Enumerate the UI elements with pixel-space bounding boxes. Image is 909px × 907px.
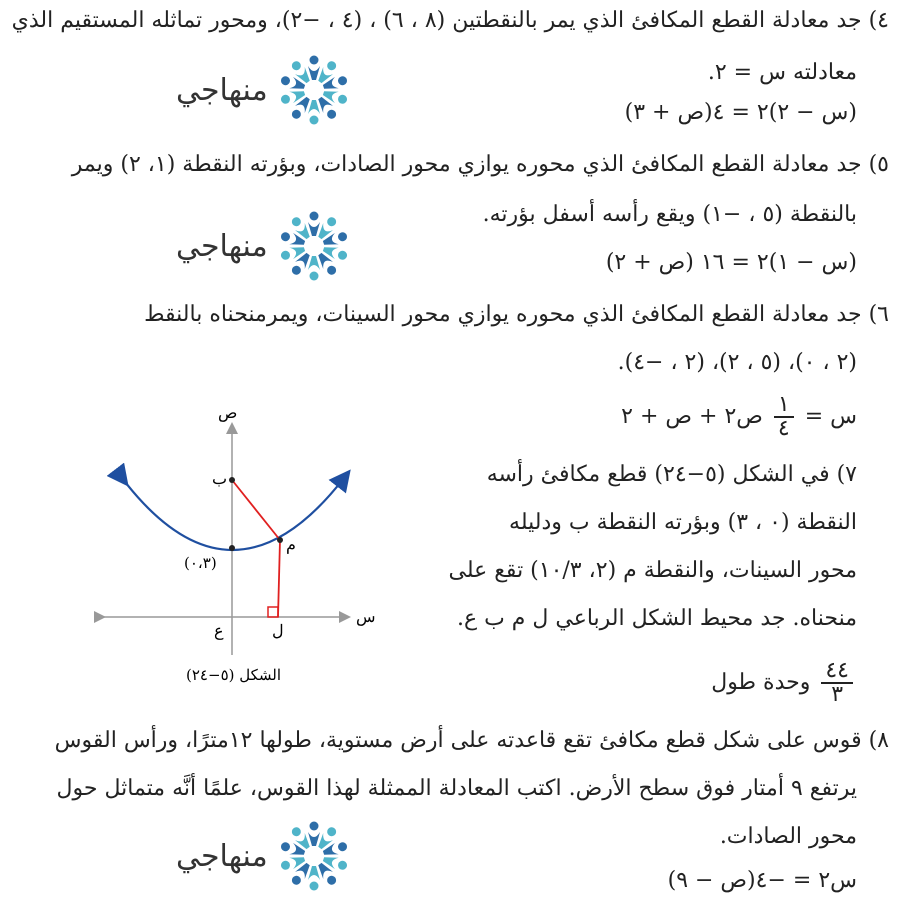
logo-figure-body xyxy=(308,866,320,880)
problem-8-answer: س٢ = −٤(ص − ٩) xyxy=(667,868,857,893)
logo-figure-head xyxy=(290,108,303,121)
problem-4-line-2: معادلته س = ٢. xyxy=(707,60,857,85)
y-axis-label: ص xyxy=(218,403,238,422)
fraction-numerator: ١ xyxy=(774,394,794,418)
problem-7-line-4: منحناه. جد محيط الشكل الرباعي ل م ب ع. xyxy=(456,606,857,631)
figure-caption: الشكل (٥−٢٤) xyxy=(186,666,282,684)
logo-figure-head xyxy=(279,250,290,261)
problem-5-line-2: بالنقطة (٥ ، −١) ويقع رأسه أسفل بؤرته. xyxy=(482,202,857,227)
logo-figure-head xyxy=(279,841,290,852)
logo-figure-head xyxy=(309,822,318,831)
problem-6-answer-suffix: ص٢ + ص + ٢ xyxy=(621,404,763,429)
problem-8-line-1: ٨) قوس على شكل قطع مكافئ تقع قاعدته على أرض مستوية، طولها ١٢مترًا، ورأس القوس xyxy=(54,728,889,753)
parabola-curve xyxy=(122,478,344,550)
logo-figure-body xyxy=(308,66,320,80)
logo-figure-head xyxy=(337,75,348,86)
problem-5-answer: (س − ١)٢ = ١٦ (ص + ٢) xyxy=(605,250,857,275)
logo-figure-head xyxy=(309,56,318,65)
manhaji-logo-icon xyxy=(276,208,352,284)
manhaji-logo-icon xyxy=(276,52,352,128)
logo-figure-body xyxy=(308,222,320,236)
logo-figure-head xyxy=(325,874,338,887)
logo-figure-head xyxy=(290,825,303,838)
focus-point xyxy=(229,477,235,483)
logo-figure-head xyxy=(337,94,348,105)
logo-figure-head xyxy=(309,116,318,125)
fraction-numerator: ٤٤ xyxy=(821,660,853,684)
logo-figure-head xyxy=(325,108,338,121)
problem-8-line-3: محور الصادات. xyxy=(719,824,857,849)
problem-7-answer xyxy=(711,660,857,706)
vertex-point xyxy=(229,545,235,551)
origin-label: ع xyxy=(214,621,224,640)
problem-7-answer-fraction xyxy=(821,660,853,706)
logo-figure-body xyxy=(308,256,320,270)
manhaji-logo xyxy=(176,208,352,284)
logo-figure-head xyxy=(309,212,318,221)
problem-6-answer xyxy=(621,394,857,440)
fraction-denominator: ٣ xyxy=(831,682,844,707)
problem-7-line-3: محور السينات، والنقطة م (٢، ١٠/٣) تقع على xyxy=(448,558,857,583)
logo-figure-head xyxy=(337,860,348,871)
problem-4-line-1: ٤) جد معادلة القطع المكافئ الذي يمر بالنقطتين (٨ ، ٦) ، (٤ ، −٢)، ومحور تماثله المستقيم الذي xyxy=(11,8,889,33)
problem-7-answer-suffix: وحدة طول xyxy=(711,670,811,695)
segment-m-l xyxy=(278,540,280,617)
point-l-label: ل xyxy=(272,621,284,640)
logo-figure-head xyxy=(290,874,303,887)
logo-figure-head xyxy=(279,231,290,242)
fraction-denominator: ٤ xyxy=(777,416,790,441)
logo-figure-body xyxy=(308,100,320,114)
problem-8-line-2: يرتفع ٩ أمتار فوق سطح الأرض. اكتب المعادلة الممثلة لهذا القوس، علمًا أنَّه متماثل حول xyxy=(56,776,857,801)
segment-b-m xyxy=(232,480,280,540)
logo-figure-head xyxy=(337,841,348,852)
manhaji-logo xyxy=(176,818,352,894)
vertex-label: (٠،٣) xyxy=(184,554,217,572)
logo-figure-head xyxy=(337,231,348,242)
focus-label: ب xyxy=(212,469,228,488)
logo-figure-head xyxy=(290,59,303,72)
logo-figure-head xyxy=(279,860,290,871)
logo-text: منهاجي xyxy=(176,72,268,108)
logo-figure-head xyxy=(279,75,290,86)
point-m-label: م xyxy=(286,535,296,554)
logo-figure-head xyxy=(325,59,338,72)
logo-figure-head xyxy=(337,250,348,261)
problem-6-answer-prefix: س = xyxy=(804,404,857,429)
point-m xyxy=(277,537,283,543)
problem-7-line-2: النقطة (٠ ، ٣) وبؤرته النقطة ب ودليله xyxy=(509,510,857,535)
logo-figure-head xyxy=(290,264,303,277)
x-axis-label: س xyxy=(356,607,376,626)
logo-text: منهاجي xyxy=(176,838,268,874)
problem-6-line-2: (٢ ، ٠)، (٥ ، ٢)، (٢ ، −٤). xyxy=(617,350,857,375)
problem-5-line-1: ٥) جد معادلة القطع المكافئ الذي محوره يوازي محور الصادات، وبؤرته النقطة (١، ٢) ويمر xyxy=(71,152,889,177)
problem-4-answer: (س − ٢)٢ = ٤(ص + ٣) xyxy=(624,100,857,125)
right-angle-marker xyxy=(268,607,278,617)
manhaji-logo xyxy=(176,52,352,128)
logo-figure-head xyxy=(325,264,338,277)
logo-figure-head xyxy=(309,882,318,891)
parabola-figure xyxy=(80,400,380,690)
logo-text: منهاجي xyxy=(176,228,268,264)
logo-figure-head xyxy=(290,215,303,228)
problem-6-answer-fraction xyxy=(774,394,794,440)
logo-figure-body xyxy=(308,832,320,846)
problem-6-line-1: ٦) جد معادلة القطع المكافئ الذي محوره يوازي محور السينات، ويمرمنحناه بالنقط xyxy=(144,302,889,327)
problem-7-line-1: ٧) في الشكل (٥−٢٤) قطع مكافئ رأسه xyxy=(486,462,857,487)
manhaji-logo-icon xyxy=(276,818,352,894)
logo-figure-head xyxy=(325,825,338,838)
logo-figure-head xyxy=(309,272,318,281)
logo-figure-head xyxy=(325,215,338,228)
logo-figure-head xyxy=(279,94,290,105)
